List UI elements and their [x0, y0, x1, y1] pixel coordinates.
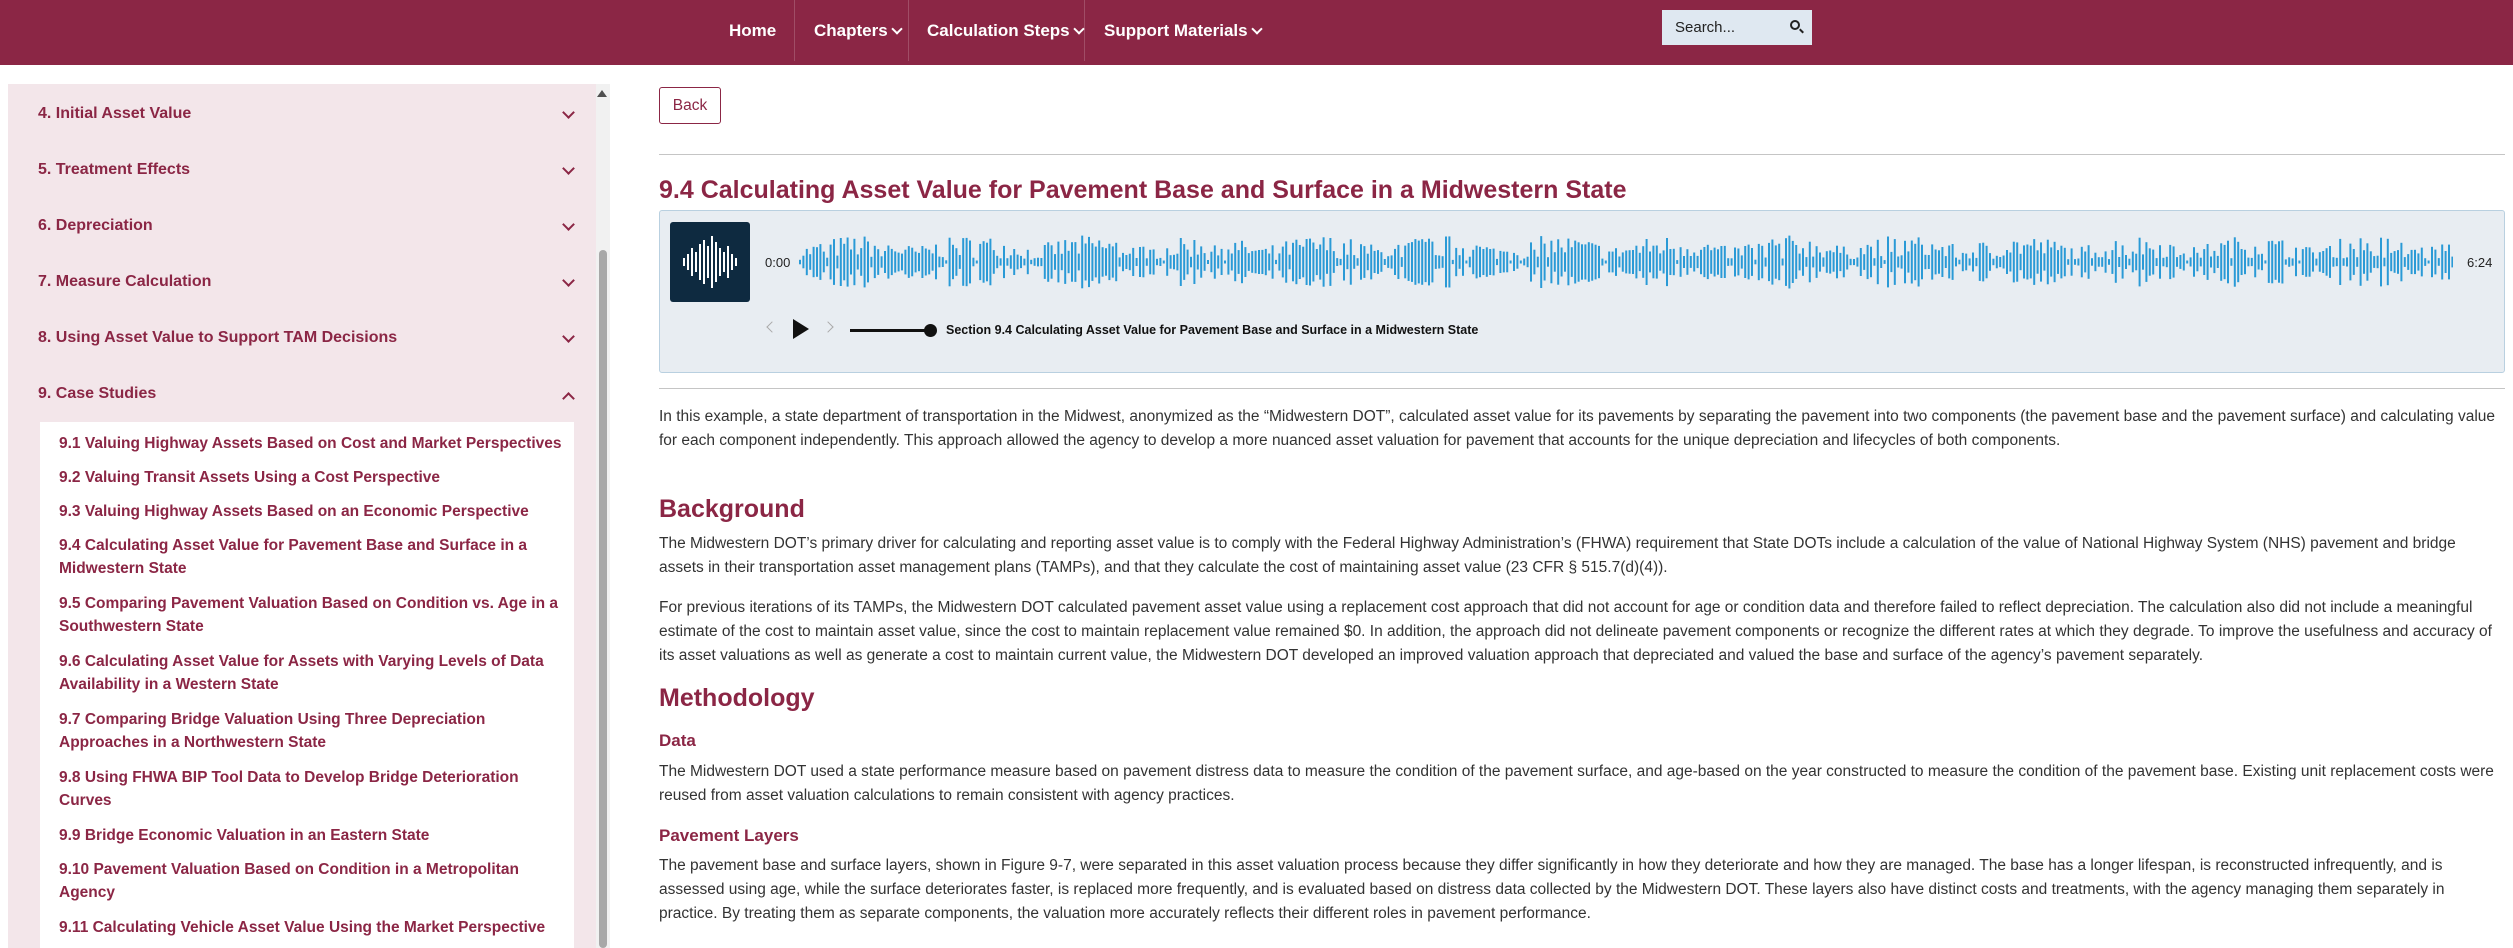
list-item[interactable]: 9.1 Valuing Highway Assets Based on Cost and Market Perspectives [59, 435, 562, 452]
list-item[interactable]: 9.3 Valuing Highway Assets Based on an Economic Perspective [59, 503, 529, 520]
divider [659, 388, 2505, 389]
search-box [1662, 10, 1812, 45]
case-studies-list [40, 422, 574, 948]
pavement-layers-heading: Pavement Layers [659, 826, 799, 845]
audio-player [659, 210, 2505, 373]
list-item[interactable]: 9.5 Comparing Pavement Valuation Based on Condition vs. Age in a Southwestern State [59, 595, 558, 635]
sidebar-item-label: 6. Depreciation [38, 217, 153, 234]
track-title: Section 9.4 Calculating Asset Value for Pavement Base and Surface in a Midwestern State [946, 323, 1479, 337]
intro-paragraph: In this example, a state department of transportation in the Midwest, anonymized as the “Midwestern DOT”, calculated asset value for its pavements by separating the pavement into two components (the pavement base and the pavement surface) and calculating value for each component independently. This approach allowed the agency to develop a more nuanced asset valuation for pavement that accounts for the unique depreciation and lifecycles of both components. [659, 408, 2496, 449]
sidebar-item-label: 8. Using Asset Value to Support TAM Decisions [38, 329, 398, 346]
data-paragraph: The Midwestern DOT used a state performance measure based on pavement distress data to measure the condition of the pavement surface, and age-based on the year constructed to measure the condition of the pavement base. Existing unit replacement costs were reused from asset valuation calculations to remain consistent with agency practices. [659, 763, 2494, 804]
sidebar-item-label: 9. Case Studies [38, 385, 157, 402]
chevron-down-icon [1073, 23, 1084, 34]
back-button[interactable]: Back [659, 87, 721, 124]
page-title: 9.4 Calculating Asset Value for Pavement Base and Surface in a Midwestern State [659, 176, 1627, 204]
nav-chapters-label: Chapters [814, 20, 888, 40]
pavement-layers-paragraph: The pavement base and surface layers, shown in Figure 9-7, were separated in this asset valuation process because they differ significantly in how they deteriorate and how they are managed. The base has a longer lifespan, is reconstructed infrequently, and is assessed using age, while the surface deteriorates faster, is replaced more frequently, and is evaluated based on distress data collected by the Midwestern DOT. These layers also have distinct costs and treatments, with the agency managing them separately in practice. By treating them as separate components, the valuation more accurately reflects their different roles in pavement performance. [659, 857, 2445, 922]
chevron-down-icon [891, 23, 902, 34]
nav-calculation-steps[interactable] [927, 0, 1083, 61]
list-item[interactable]: 9.2 Valuing Transit Assets Using a Cost Perspective [59, 469, 441, 486]
divider [659, 154, 2505, 155]
list-item-active[interactable]: 9.4 Calculating Asset Value for Pavement Base and Surface in a Midwestern State [59, 537, 528, 577]
nav-support-materials[interactable] [1104, 0, 1261, 61]
nav-home-label: Home [729, 20, 777, 40]
sidebar-item-depreciation[interactable] [8, 198, 596, 254]
scroll-up-arrow-icon[interactable] [597, 90, 607, 97]
chevron-down-icon [562, 218, 575, 231]
nav-home[interactable] [729, 0, 776, 61]
top-navbar [0, 0, 2513, 65]
chevron-up-icon [562, 392, 575, 405]
nav-chapters[interactable] [814, 0, 901, 61]
sidebar-item-case-studies[interactable] [8, 366, 596, 422]
audio-thumbnail [670, 222, 750, 302]
background-heading: Background [659, 495, 805, 523]
search-icon[interactable] [1790, 20, 1800, 30]
nav-divider [908, 0, 909, 61]
data-heading: Data [659, 731, 696, 750]
sidebar-item-label: 7. Measure Calculation [38, 273, 212, 290]
duration: 6:24 [2467, 255, 2493, 270]
list-item[interactable]: 9.9 Bridge Economic Valuation in an Eastern State [59, 827, 430, 844]
list-item[interactable]: 9.7 Comparing Bridge Valuation Using Three Depreciation Approaches in a Northwestern State [59, 711, 486, 751]
sidebar-item-label: 4. Initial Asset Value [38, 105, 192, 122]
sidebar [8, 84, 596, 948]
list-item[interactable]: 9.11 Calculating Vehicle Asset Value Using the Market Perspective [59, 919, 546, 936]
search-input[interactable] [1662, 10, 1777, 45]
sidebar-item-measure-calculation[interactable] [8, 254, 596, 310]
sidebar-item-treatment-effects[interactable] [8, 142, 596, 198]
list-item[interactable]: 9.8 Using FHWA BIP Tool Data to Develop Bridge Deterioration Curves [59, 769, 519, 809]
chevron-down-icon [562, 162, 575, 175]
chevron-down-icon [1251, 23, 1262, 34]
list-item[interactable]: 9.6 Calculating Asset Value for Assets with Varying Levels of Data Availability in a Western State [59, 653, 544, 693]
chevron-down-icon [562, 106, 575, 119]
nav-divider [1084, 0, 1085, 61]
play-icon[interactable] [793, 319, 809, 339]
sidebar-item-label: 5. Treatment Effects [38, 161, 191, 178]
nav-calculation-steps-label: Calculation Steps [927, 20, 1070, 40]
nav-divider [794, 0, 795, 61]
volume-slider[interactable] [850, 329, 930, 332]
volume-slider-handle[interactable] [924, 324, 937, 337]
chevron-down-icon [562, 330, 575, 343]
sidebar-scrollbar-thumb[interactable] [599, 250, 607, 948]
waveform-seekbar[interactable] [799, 233, 2453, 291]
nav-support-materials-label: Support Materials [1104, 20, 1248, 40]
list-item[interactable]: 9.10 Pavement Valuation Based on Condition in a Metropolitan Agency [59, 861, 519, 901]
sidebar-item-initial-asset-value[interactable] [8, 86, 596, 142]
background-paragraph: The Midwestern DOT’s primary driver for calculating and reporting asset value is to comply with the Federal Highway Administration’s (FHWA) requirement that State DOTs include a calculation of the value of National Highway System (NHS) pavement and bridge assets in their transportation asset management plans (TAMPs), and that they calculate the cost of maintaining asset value (23 CFR § 515.7(d)(4)). [659, 535, 2456, 576]
sound-wave-icon [670, 222, 750, 302]
current-time: 0:00 [765, 255, 791, 270]
sidebar-item-tam-decisions[interactable] [8, 310, 596, 366]
methodology-heading: Methodology [659, 684, 815, 712]
chevron-down-icon [562, 274, 575, 287]
background-paragraph: For previous iterations of its TAMPs, the Midwestern DOT calculated pavement asset value using a replacement cost approach that did not account for age or condition data and therefore failed to reflect depreciation. The calculation also did not include a meaningful estimate of the cost to maintain asset value, since the cost to maintain replacement value remained $0. In addition, the approach did not delineate pavement components or recognize the different rates at which they degrade. To improve the usefulness and accuracy of its asset valuations as well as generate a cost to maintain current value, the Midwestern DOT developed an improved valuation approach that depreciated and valued the base and surface of the agency’s pavement separately. [659, 599, 2492, 664]
